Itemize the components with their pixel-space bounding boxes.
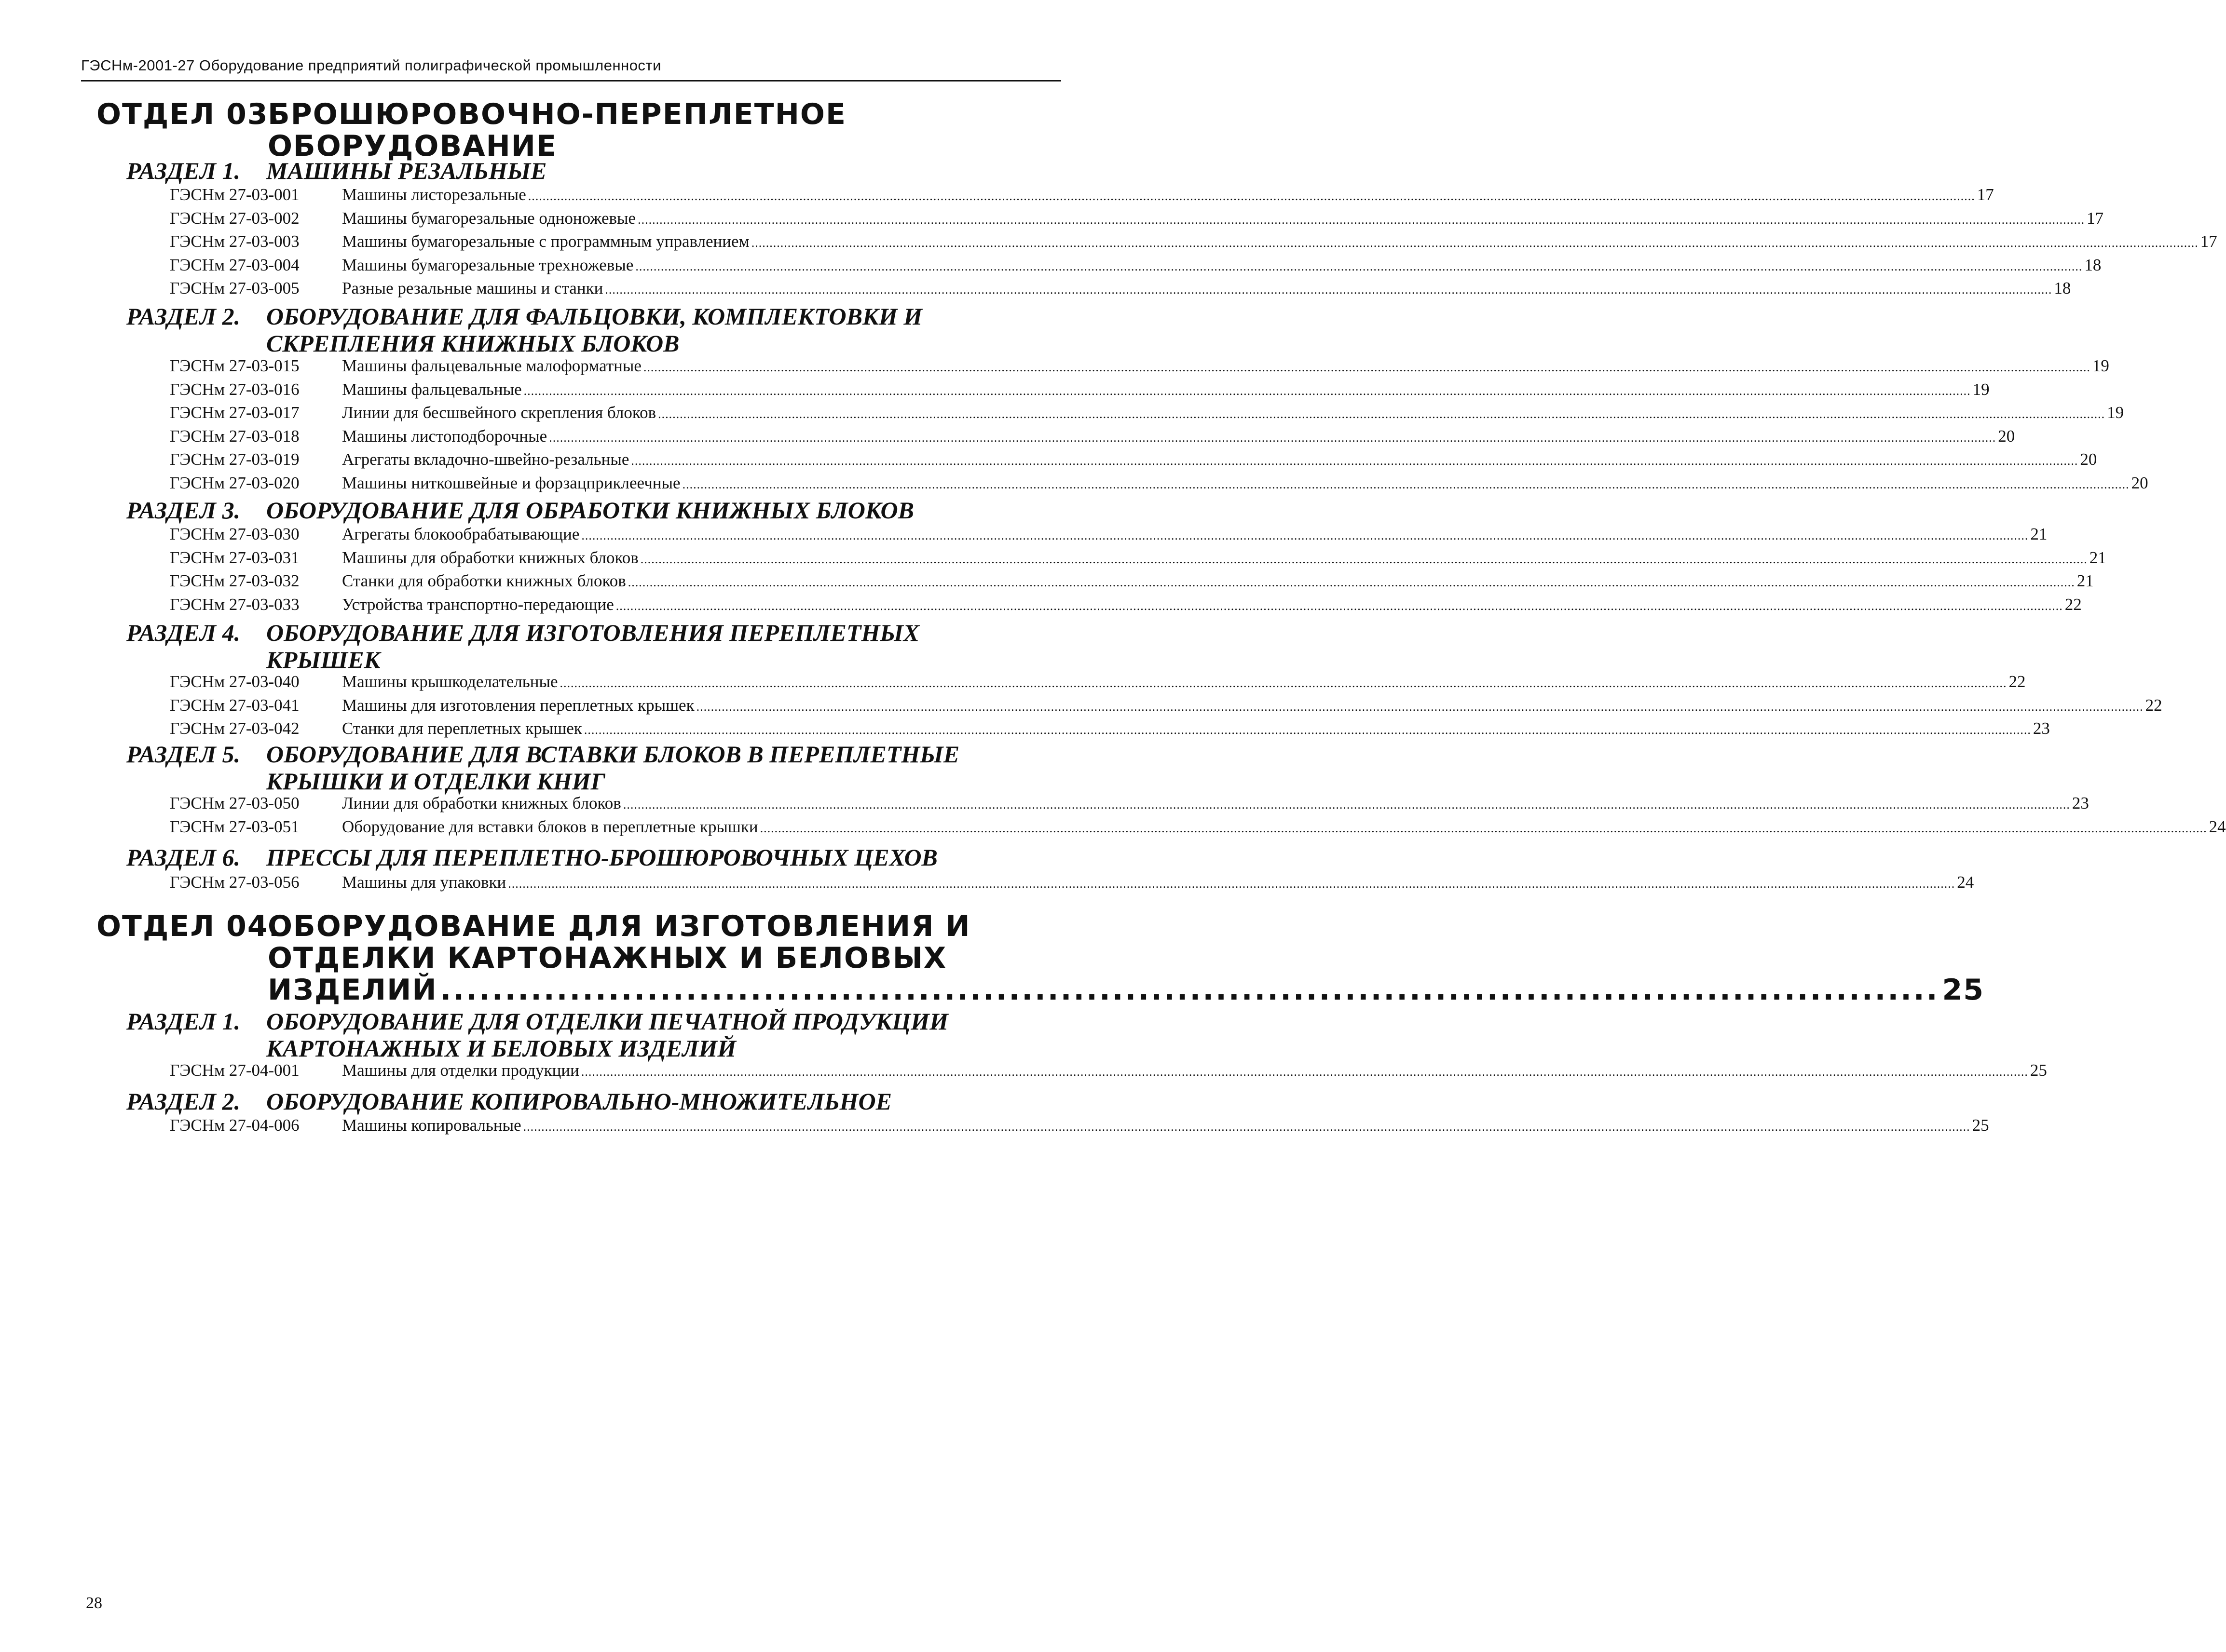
- entry-name: Машины копировальные: [342, 1116, 521, 1135]
- dot-leader: ................................................................................................................................................................................................................................................................................................................................................................................................................: [682, 477, 2130, 491]
- razdel-title: [266, 619, 1048, 673]
- dot-leader: ................................................................................................................................................................................................................................................................................................................................................................................................................: [628, 575, 2075, 589]
- entry-page: 24: [2209, 817, 2226, 836]
- razdel-number: РАЗДЕЛ 5.: [126, 741, 241, 768]
- entry-code: ГЭСНм 27-04-001: [170, 1061, 300, 1080]
- entry-page: 20: [2131, 473, 2148, 492]
- razdel-number: РАЗДЕЛ 1.: [126, 157, 241, 184]
- entry-code: ГЭСНм 27-03-051: [170, 817, 300, 836]
- otdel-page: 25: [1942, 973, 1985, 1007]
- razdel-title-line: ОБОРУДОВАНИЕ ДЛЯ ВСТАВКИ БЛОКОВ В ПЕРЕПЛЕТНЫЕ: [266, 741, 960, 768]
- dot-leader: ................................................................................................................................................................................................................................................................................................................................................................................................................: [635, 259, 2083, 273]
- otdel-title-line: ОБОРУДОВАНИЕ: [268, 129, 558, 163]
- entry-name: Машины бумагорезальные трехножевые: [342, 255, 634, 274]
- entry-page: 24: [1957, 873, 1974, 892]
- entry-name: Разные резальные машины и станки: [342, 279, 603, 298]
- entry-code: ГЭСНм 27-03-033: [170, 595, 300, 614]
- toc-entry[interactable]: [170, 254, 2102, 277]
- otdel-title-line: ИЗДЕЛИЙ: [268, 973, 437, 1007]
- dot-leader: ................................................................................................................................................................................................................................................................................................................................................................................................................: [581, 1065, 2028, 1079]
- entry-code: ГЭСНм 27-03-020: [170, 473, 300, 492]
- toc-entry[interactable]: [170, 670, 2026, 693]
- dot-leader: ................................................................................................................................................................................................................................................................................................................................................................................................................: [638, 212, 2085, 227]
- entry-name: Станки для обработки книжных блоков: [342, 571, 626, 590]
- razdel-title-line: ОБОРУДОВАНИЕ ДЛЯ ОТДЕЛКИ ПЕЧАТНОЙ ПРОДУКЦИИ: [266, 1008, 949, 1035]
- razdel-title-line: КРЫШЕК: [266, 646, 381, 673]
- entry-page: 25: [2030, 1061, 2047, 1080]
- entry-page: 20: [1998, 426, 2015, 446]
- entry-page: 20: [2080, 450, 2097, 469]
- entry-page: 22: [2064, 595, 2082, 614]
- razdel-title: [266, 1008, 1048, 1062]
- toc-entry[interactable]: [170, 472, 2148, 495]
- razdel-title-line: ОБОРУДОВАНИЕ ДЛЯ ФАЛЬЦОВКИ, КОМПЛЕКТОВКИ И: [266, 303, 923, 330]
- toc-entry[interactable]: [170, 207, 2104, 230]
- toc-entry[interactable]: [170, 792, 2089, 815]
- toc-entry[interactable]: [170, 569, 2094, 593]
- entry-code: ГЭСНм 27-03-041: [170, 695, 300, 715]
- entry-code: ГЭСНм 27-03-004: [170, 255, 300, 274]
- dot-leader: ................................................................................................................................................................................................................................................................................................................................................................................................................: [584, 723, 2031, 737]
- entry-page: 19: [1972, 379, 1990, 399]
- razdel-title-line: ОБОРУДОВАНИЕ ДЛЯ ОБРАБОТКИ КНИЖНЫХ БЛОКОВ: [266, 497, 914, 524]
- dot-leader: ................................................................................................................................................................................................................................................................................................................................................................................................................: [751, 236, 2199, 250]
- entry-page: 21: [2030, 525, 2048, 543]
- page-number: 28: [86, 1594, 102, 1612]
- razdel-number: РАЗДЕЛ 1.: [126, 1008, 241, 1035]
- entry-code: ГЭСНм 27-03-015: [170, 356, 300, 375]
- dot-leader: ................................................................................................................................................................................................................................................................................................................................................................................................................: [523, 383, 1971, 398]
- toc-entry[interactable]: [170, 871, 1974, 894]
- dot-leader: ................................................................................................................................................................................................................................................................................................................................................................................................................: [658, 407, 2105, 421]
- entry-code: ГЭСНм 27-03-002: [170, 208, 300, 228]
- entry-code: ГЭСНм 27-03-019: [170, 450, 300, 469]
- entry-name: Машины бумагорезальные одноножевые: [342, 208, 636, 228]
- razdel-number: РАЗДЕЛ 6.: [126, 844, 241, 871]
- dot-leader: ................................................................................................................................................................................................................................................................................................................................................................................................................: [528, 189, 1975, 203]
- razdel-title-line: КРЫШКИ И ОТДЕЛКИ КНИГ: [266, 768, 605, 795]
- razdel-title: [266, 303, 1048, 357]
- razdel-title-line: ОБОРУДОВАНИЕ ДЛЯ ИЗГОТОВЛЕНИЯ ПЕРЕПЛЕТНЫХ: [266, 619, 920, 646]
- entry-page: 23: [2072, 794, 2089, 812]
- toc-entry[interactable]: [170, 425, 2015, 448]
- entry-name: Машины для обработки книжных блоков: [342, 548, 639, 567]
- dot-leader: ................................................................................................................................................................................................................................................................................................................................................................................................................: [581, 528, 2029, 542]
- razdel-title: [266, 741, 1048, 795]
- dot-leader: ................................................................................................................................................................................................................................................................................................................................................................................................................: [643, 360, 2090, 374]
- entry-page: 22: [2145, 695, 2162, 715]
- otdel-title-line: ОТДЕЛКИ КАРТОНАЖНЫХ И БЕЛОВЫХ: [268, 941, 947, 975]
- razdel-title-line: ПРЕССЫ ДЛЯ ПЕРЕПЛЕТНО-БРОШЮРОВОЧНЫХ ЦЕХОВ: [266, 844, 938, 871]
- entry-code: ГЭСНм 27-03-040: [170, 672, 300, 691]
- entry-code: ГЭСНм 27-03-001: [170, 185, 300, 204]
- razdel-title-line: ОБОРУДОВАНИЕ КОПИРОВАЛЬНО-МНОЖИТЕЛЬНОЕ: [266, 1088, 892, 1115]
- toc-entry[interactable]: [170, 230, 2217, 253]
- dot-leader: ................................................................................................................................................................................................................................................................................................................................................................................................................: [760, 821, 2207, 835]
- entry-code: ГЭСНм 27-03-031: [170, 548, 300, 567]
- toc-entry[interactable]: [170, 1114, 1989, 1137]
- entry-code: ГЭСНм 27-03-050: [170, 794, 300, 812]
- entry-code: ГЭСНм 27-03-042: [170, 719, 300, 738]
- entry-name: Машины фальцевальные малоформатные: [342, 356, 642, 375]
- entry-name: Линии для обработки книжных блоков: [342, 794, 621, 812]
- toc-entry[interactable]: [170, 378, 1990, 401]
- toc-entry[interactable]: [170, 546, 2106, 569]
- header-rule: [81, 80, 1061, 81]
- entry-page: 23: [2033, 719, 2050, 738]
- entry-name: Машины для упаковки: [342, 873, 506, 892]
- dot-leader: ....................................................................................................................: [440, 973, 1939, 1007]
- dot-leader: ................................................................................................................................................................................................................................................................................................................................................................................................................: [508, 877, 1955, 891]
- razdel-title: [266, 497, 1048, 524]
- entry-code: ГЭСНм 27-03-016: [170, 379, 300, 399]
- razdel-title: [266, 157, 1048, 184]
- toc-entry[interactable]: [170, 717, 2050, 740]
- otdel-title: [268, 98, 1059, 162]
- otdel-number: ОТДЕЛ 04.: [96, 909, 281, 943]
- toc-entry[interactable]: [170, 401, 2124, 424]
- razdel-number: РАЗДЕЛ 3.: [126, 497, 241, 524]
- running-header: ГЭСНм-2001-27 Оборудование предприятий полиграфической промышленности: [81, 57, 661, 74]
- razdel-title-line: СКРЕПЛЕНИЯ КНИЖНЫХ БЛОКОВ: [266, 330, 680, 357]
- entry-name: Машины листоподборочные: [342, 426, 547, 446]
- entry-name: Станки для переплетных крышек: [342, 719, 582, 738]
- entry-page: 21: [2089, 548, 2106, 567]
- razdel-title: [266, 1088, 1048, 1115]
- dot-leader: ................................................................................................................................................................................................................................................................................................................................................................................................................: [560, 676, 2007, 690]
- entry-page: 19: [2092, 356, 2109, 375]
- otdel-title: [268, 909, 1985, 1007]
- entry-code: ГЭСНм 27-04-006: [170, 1116, 300, 1135]
- toc-entry[interactable]: [170, 694, 2162, 717]
- toc-entry[interactable]: [170, 815, 2226, 839]
- entry-name: Оборудование для вставки блоков в переплетные крышки: [342, 817, 758, 836]
- razdel-title: [266, 844, 1048, 871]
- toc-entry[interactable]: [170, 354, 2109, 378]
- entry-page: 22: [2008, 672, 2026, 691]
- entry-code: ГЭСНм 27-03-018: [170, 426, 300, 446]
- entry-name: Устройства транспортно-передающие: [342, 595, 614, 614]
- entry-name: Машины бумагорезальные с программным управлением: [342, 232, 750, 251]
- entry-name: Агрегаты блокообрабатывающие: [342, 525, 580, 543]
- entry-page: 25: [1972, 1116, 1989, 1135]
- entry-name: Машины крышкоделательные: [342, 672, 558, 691]
- toc-entry[interactable]: [170, 523, 2048, 546]
- entry-code: ГЭСНм 27-03-005: [170, 279, 300, 298]
- entry-code: ГЭСНм 27-03-056: [170, 873, 300, 892]
- razdel-number: РАЗДЕЛ 4.: [126, 619, 241, 646]
- toc-entry[interactable]: [170, 277, 2071, 300]
- entry-name: Машины фальцевальные: [342, 379, 522, 399]
- dot-leader: ................................................................................................................................................................................................................................................................................................................................................................................................................: [640, 552, 2088, 566]
- entry-code: ГЭСНм 27-03-017: [170, 403, 300, 422]
- entry-page: 18: [2054, 279, 2071, 298]
- toc-entry[interactable]: [170, 448, 2097, 471]
- entry-page: 19: [2107, 403, 2124, 422]
- dot-leader: ................................................................................................................................................................................................................................................................................................................................................................................................................: [605, 283, 2052, 297]
- dot-leader: ................................................................................................................................................................................................................................................................................................................................................................................................................: [523, 1120, 1970, 1134]
- toc-entry[interactable]: [170, 593, 2082, 616]
- entry-page: 17: [1977, 185, 1994, 204]
- entry-code: ГЭСНм 27-03-003: [170, 232, 300, 251]
- entry-name: Линии для бесшвейного скрепления блоков: [342, 403, 656, 422]
- otdel-number: ОТДЕЛ 03.: [96, 97, 281, 131]
- entry-name: Машины ниткошвейные и форзацприклеечные: [342, 473, 681, 492]
- entry-code: ГЭСНм 27-03-032: [170, 571, 300, 590]
- dot-leader: ................................................................................................................................................................................................................................................................................................................................................................................................................: [549, 430, 1996, 445]
- dot-leader: ................................................................................................................................................................................................................................................................................................................................................................................................................: [615, 598, 2063, 613]
- entry-name: Машины листорезальные: [342, 185, 526, 204]
- toc-entry[interactable]: [170, 1059, 2047, 1082]
- entry-name: Машины для отделки продукции: [342, 1061, 579, 1080]
- entry-page: 21: [2076, 571, 2094, 590]
- dot-leader: ................................................................................................................................................................................................................................................................................................................................................................................................................: [631, 454, 2078, 468]
- dot-leader: ................................................................................................................................................................................................................................................................................................................................................................................................................: [696, 699, 2144, 714]
- entry-name: Агрегаты вкладочно-швейно-резальные: [342, 450, 629, 469]
- toc-entry[interactable]: [170, 183, 1994, 206]
- razdel-title-line: КАРТОНАЖНЫХ И БЕЛОВЫХ ИЗДЕЛИЙ: [266, 1035, 737, 1062]
- entry-name: Машины для изготовления переплетных крышек: [342, 695, 695, 715]
- entry-page: 17: [2087, 208, 2104, 228]
- otdel-title-line: ОБОРУДОВАНИЕ ДЛЯ ИЗГОТОВЛЕНИЯ И: [268, 909, 971, 943]
- otdel-title-line: БРОШЮРОВОЧНО-ПЕРЕПЛЕТНОЕ: [268, 97, 847, 131]
- entry-page: 17: [2200, 232, 2217, 251]
- entry-code: ГЭСНм 27-03-030: [170, 525, 300, 543]
- razdel-title-line: МАШИНЫ РЕЗАЛЬНЫЕ: [266, 157, 547, 184]
- dot-leader: ................................................................................................................................................................................................................................................................................................................................................................................................................: [623, 798, 2070, 812]
- razdel-number: РАЗДЕЛ 2.: [126, 1088, 241, 1115]
- razdel-number: РАЗДЕЛ 2.: [126, 303, 241, 330]
- entry-page: 18: [2084, 255, 2102, 274]
